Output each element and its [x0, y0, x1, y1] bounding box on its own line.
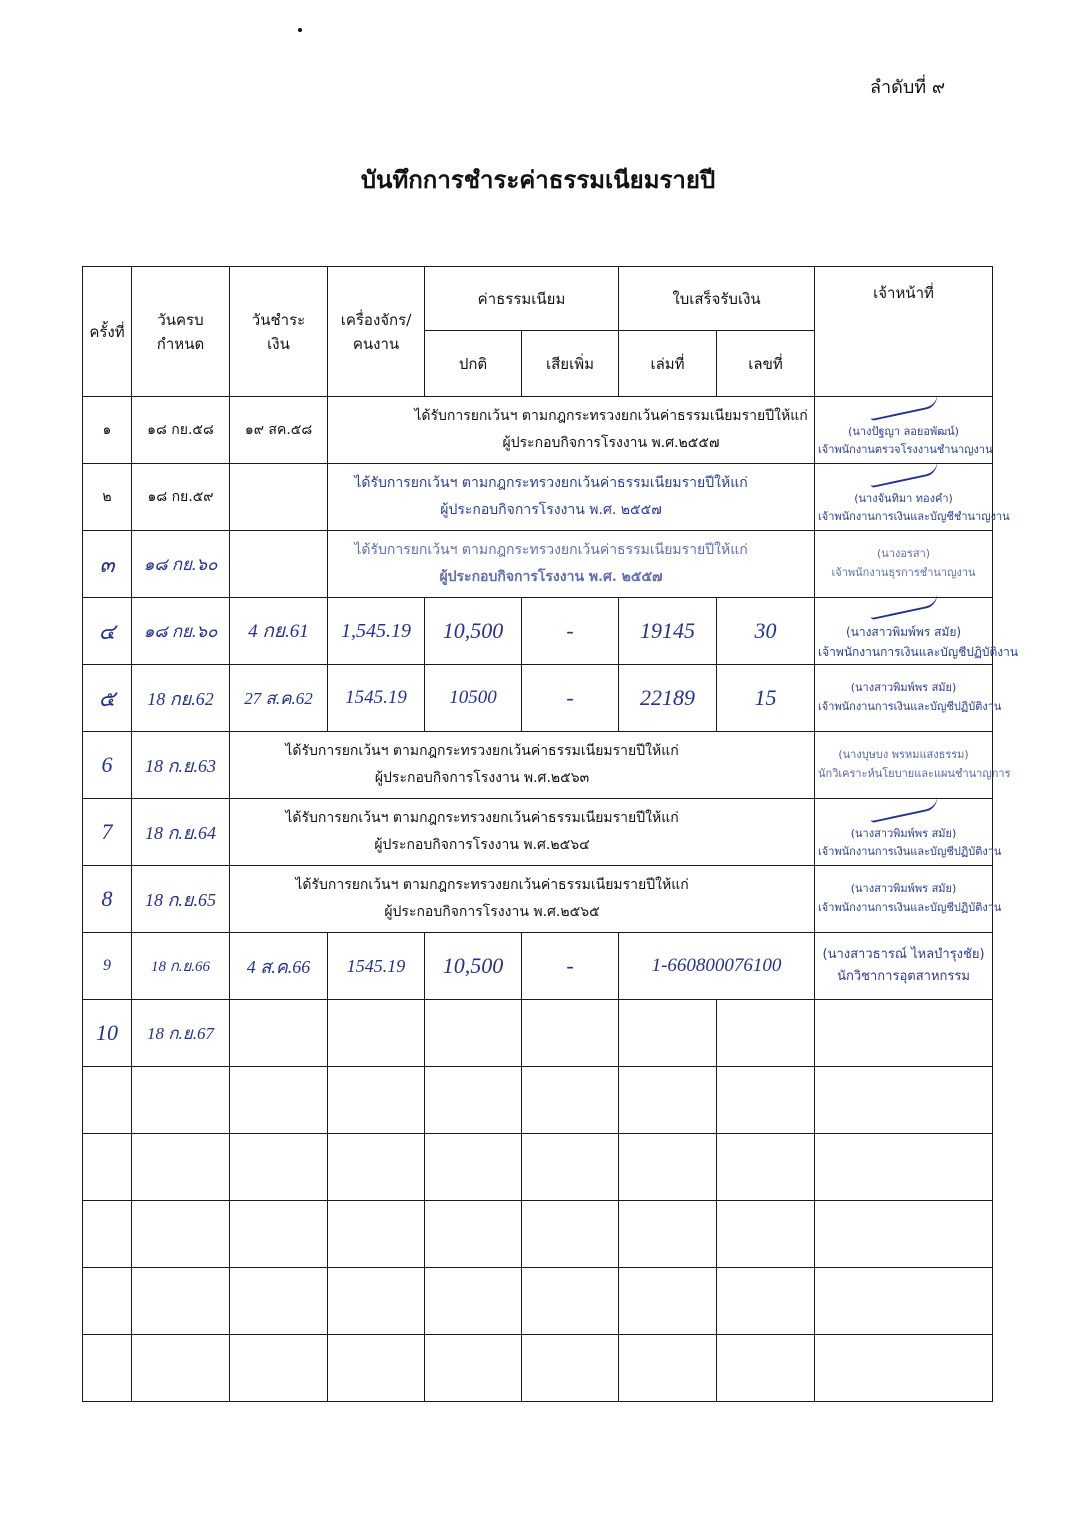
header-fee: ค่าธรรมเนียม	[425, 267, 619, 331]
officer-title: นักวิชาการอุตสาหกรรม	[837, 969, 970, 984]
officer-name: (นางจันทิมา ทองคำ)	[854, 491, 953, 505]
exemption-note-line2: ผู้ประกอบกิจการโรงงาน พ.ศ.๒๕๖๕	[384, 904, 600, 920]
exemption-note-line1: ได้รับการยกเว้นฯ ตามกฎกระทรวงยกเว้นค่าธรรมเนียมรายปีให้แก่	[295, 877, 689, 894]
officer-name: (นางอรสา)	[877, 547, 931, 561]
exemption-note	[230, 732, 815, 799]
row-fee-normal	[425, 1000, 522, 1067]
exemption-note-line1: ได้รับการยกเว้นฯ ตามกฎกระทรวงยกเว้นค่าธรรมเนียมรายปีให้แก่	[285, 810, 679, 827]
row-no: 8	[83, 866, 132, 933]
row-no: 10	[83, 1000, 132, 1067]
exemption-note-line2: ผู้ประกอบกิจการโรงงาน พ.ศ. ๒๕๕๗	[440, 502, 662, 518]
officer-name: (นางสาวพิมพ์พร สมัย)	[845, 624, 962, 639]
row-paid-date: 4 ส.ค.66	[230, 933, 328, 1000]
officer-title: เจ้าพนักงานการเงินและบัญชีปฏิบัติงาน	[818, 901, 1002, 914]
row-due-date: ๑๘ กย.๖๐	[132, 531, 230, 598]
officer-cell	[815, 665, 1002, 732]
row-paid-date	[230, 1000, 328, 1067]
signature	[868, 460, 939, 488]
officer-cell	[815, 732, 1011, 799]
row-no: ๒	[83, 464, 132, 531]
row-machine-workers	[328, 1000, 425, 1067]
table-row	[83, 866, 993, 933]
header-book-no: เล่มที่	[619, 331, 717, 397]
header-receipt: ใบเสร็จรับเงิน	[619, 267, 815, 331]
row-machine-workers: 1545.19	[328, 933, 425, 1000]
officer-name: (นางสาวธารณ์ ไหลบำรุงชัย)	[822, 946, 985, 962]
exemption-note	[328, 464, 815, 531]
empty-row	[83, 1268, 993, 1335]
exemption-note-line2: ผู้ประกอบกิจการโรงงาน พ.ศ.๒๕๖๔	[374, 837, 590, 853]
table-row	[83, 933, 993, 1000]
empty-row	[83, 1201, 993, 1268]
table-row	[83, 531, 993, 598]
header-number: เลขที่	[717, 331, 815, 397]
row-receipt: 1-660800076100	[619, 933, 815, 1000]
row-paid-date: ๑๙ สค.๕๘	[230, 397, 328, 464]
table-row	[83, 598, 993, 665]
officer-title: เจ้าพนักงานการเงินและบัญชีชำนาญงาน	[818, 510, 1010, 524]
row-no: 9	[83, 933, 132, 1000]
row-due-date: ๑๘ กย.๖๐	[132, 598, 230, 665]
header-fee-extra: เสียเพิ่ม	[522, 331, 619, 397]
signature	[868, 795, 939, 823]
row-due-date: ๑๘ กย.๕๙	[132, 464, 230, 531]
table-row	[83, 799, 993, 866]
officer-cell	[815, 598, 1019, 665]
row-no: 7	[83, 799, 132, 866]
row-fee-normal: 10500	[425, 665, 522, 732]
exemption-note	[328, 397, 815, 464]
page-title: บันทึกการชำระค่าธรรมเนียมรายปี	[360, 165, 716, 194]
header-fee-normal: ปกติ	[425, 331, 522, 397]
row-fee-extra: -	[522, 665, 619, 732]
scan-dot	[298, 28, 302, 32]
table-row	[83, 732, 993, 799]
fee-record-table	[82, 266, 1019, 1402]
row-no: ๕	[83, 665, 132, 732]
row-due-date: 18 ก.ย.67	[132, 1000, 230, 1067]
officer-cell	[815, 866, 1002, 933]
exemption-note-line1: ได้รับการยกเว้นฯ ตามกฎกระทรวงยกเว้นค่าธรรมเนียมรายปีให้แก่	[354, 475, 748, 492]
row-fee-normal: 10,500	[425, 933, 522, 1000]
officer-name: (นางสาวพิมพ์พร สมัย)	[850, 681, 957, 695]
row-book-no: 19145	[619, 598, 717, 665]
officer-cell	[815, 1000, 993, 1067]
row-paid-date: 27 ส.ค.62	[230, 665, 328, 732]
officer-name: (นางบุษบง พรหมแสงธรรม)	[838, 748, 969, 762]
row-machine-workers: 1545.19	[328, 665, 425, 732]
header-due-date: วันครบกำหนด	[132, 267, 230, 397]
row-fee-extra: -	[522, 933, 619, 1000]
exemption-note-line1: ได้รับการยกเว้นฯ ตามกฎกระทรวงยกเว้นค่าธรรมเนียมรายปีให้แก่	[354, 542, 748, 559]
officer-name: (นางปัฐญา ลอยอพัฒน์)	[848, 424, 959, 438]
header-machine-workers: เครื่องจักร/คนงาน	[328, 267, 425, 397]
row-no: ๓	[83, 531, 132, 598]
exemption-note-line2: ผู้ประกอบกิจการโรงงาน พ.ศ.๒๕๖๓	[374, 770, 590, 786]
officer-cell	[815, 464, 1010, 531]
officer-cell	[815, 799, 1002, 866]
row-number: 30	[717, 598, 815, 665]
sequence-label: ลำดับที่ ๙	[870, 77, 946, 98]
row-due-date: ๑๘ กย.๕๘	[132, 397, 230, 464]
exemption-note-line2: ผู้ประกอบกิจการโรงงาน พ.ศ.๒๕๕๗	[502, 435, 720, 451]
row-number: 15	[717, 665, 815, 732]
officer-title: เจ้าพนักงานการเงินและบัญชีปฏิบัติงาน	[818, 645, 1019, 660]
signature	[868, 393, 939, 421]
row-no: ๔	[83, 598, 132, 665]
table-row	[83, 464, 993, 531]
exemption-note	[328, 531, 815, 598]
header-paid-date: วันชำระเงิน	[230, 267, 328, 397]
exemption-note	[230, 866, 815, 933]
row-no: ๑	[83, 397, 132, 464]
row-book-no	[619, 1000, 717, 1067]
officer-title: นักวิเคราะห์นโยบายและแผนชำนาญการ	[818, 767, 1011, 780]
table-row	[83, 1000, 993, 1067]
signature	[868, 592, 939, 620]
row-fee-extra: -	[522, 598, 619, 665]
row-due-date: 18 ก.ย.65	[132, 866, 230, 933]
exemption-note-line1: ได้รับการยกเว้นฯ ตามกฎกระทรวงยกเว้นค่าธรรมเนียมรายปีให้แก่	[285, 743, 679, 760]
officer-cell	[815, 933, 993, 1000]
row-due-date: 18 กย.62	[132, 665, 230, 732]
empty-row	[83, 1335, 993, 1402]
empty-row	[83, 1134, 993, 1201]
row-due-date: 18 ก.ย.66	[132, 933, 230, 1000]
row-due-date: 18 ก.ย.63	[132, 732, 230, 799]
row-fee-extra	[522, 1000, 619, 1067]
row-fee-normal: 10,500	[425, 598, 522, 665]
empty-row	[83, 1067, 993, 1134]
row-due-date: 18 ก.ย.64	[132, 799, 230, 866]
officer-name: (นางสาวพิมพ์พร สมัย)	[850, 882, 957, 896]
officer-title: เจ้าพนักงานการเงินและบัญชีปฏิบัติงาน	[818, 845, 1002, 859]
table-row	[83, 397, 993, 464]
officer-title: เจ้าพนักงานธุรการชำนาญงาน	[831, 566, 976, 579]
header-no: ครั้งที่	[83, 267, 132, 397]
row-machine-workers: 1,545.19	[328, 598, 425, 665]
table-row	[83, 665, 993, 732]
row-no: 6	[83, 732, 132, 799]
officer-title: เจ้าพนักงานการเงินและบัญชีปฏิบัติงาน	[818, 700, 1002, 713]
header-officer: เจ้าหน้าที่	[815, 267, 993, 397]
officer-name: (นางสาวพิมพ์พร สมัย)	[850, 826, 957, 840]
row-number	[717, 1000, 815, 1067]
officer-title: เจ้าพนักงานตรวจโรงงานชำนาญงาน	[818, 443, 993, 457]
exemption-note-line1: ได้รับการยกเว้นฯ ตามกฎกระทรวงยกเว้นค่าธรรมเนียมรายปีให้แก่	[414, 408, 808, 425]
exemption-note-line2: ผู้ประกอบกิจการโรงงาน พ.ศ. ๒๕๕๗	[439, 569, 663, 585]
row-book-no: 22189	[619, 665, 717, 732]
exemption-note	[230, 799, 815, 866]
officer-cell	[815, 531, 993, 598]
row-paid-date: 4 กย.61	[230, 598, 328, 665]
